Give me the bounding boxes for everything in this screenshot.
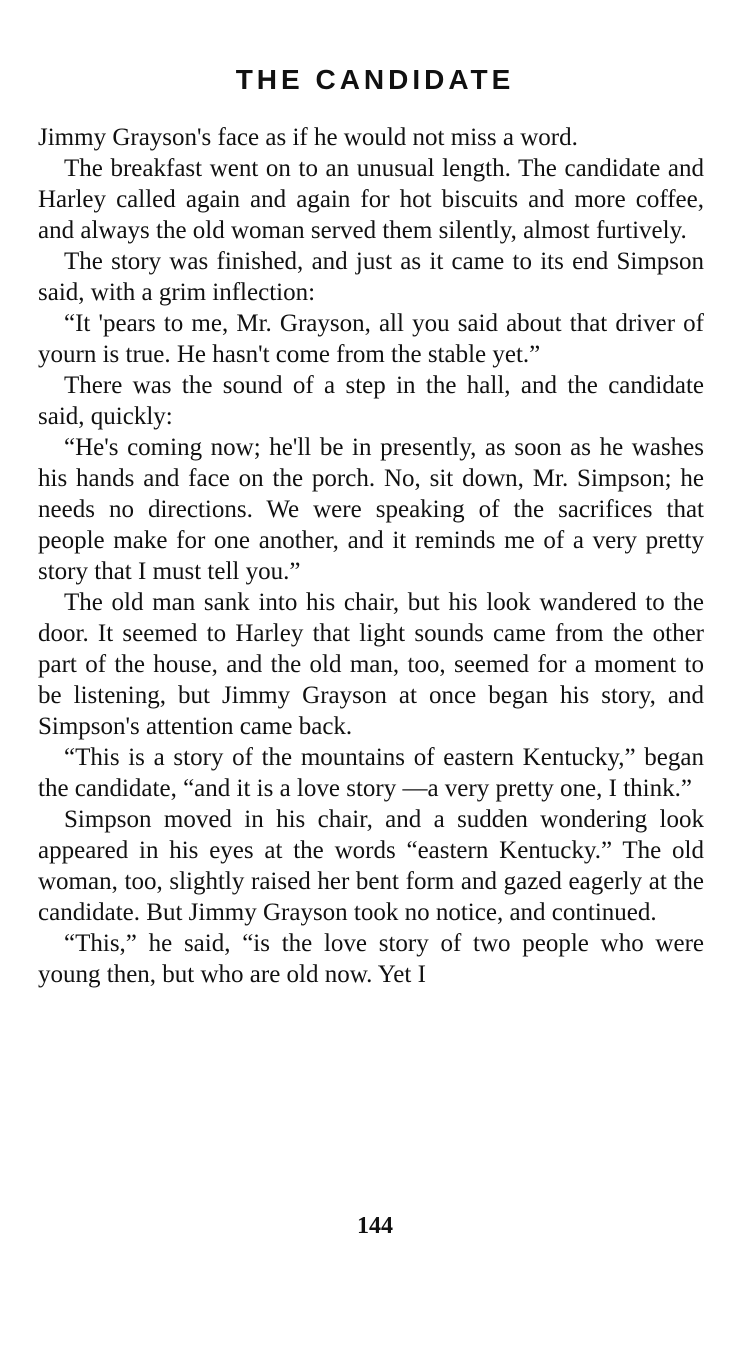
paragraph-10: “This,” he said, “is the love story of two people who were young then, but who are old now. Yet I xyxy=(38,930,704,988)
paragraph-9: Simpson moved in his chair, and a sudden wondering look appeared in his eyes at the words “eastern Kentucky.” The old woman, too, slightly raised her bent form and gazed eagerly at the candidate. But Jimmy Grayson took no notice, and continued. xyxy=(38,806,704,926)
body-text xyxy=(38,122,704,990)
paragraph-4: “It 'pears to me, Mr. Grayson, all you said about that driver of yourn is true. He hasn't come from the stable yet.” xyxy=(38,310,704,368)
paragraph-7: The old man sank into his chair, but his look wandered to the door. It seemed to Harley that light sounds came from the other part of the house, and the old man, too, seemed for a moment to be listening, but Jimmy Grayson at once began his story, and Simpson's attention came back. xyxy=(38,589,704,740)
paragraph-6: “He's coming now; he'll be in presently, as soon as he washes his hands and face on the porch. No, sit down, Mr. Simpson; he needs no directions. We were speaking of the sacrifices that people make for one another, and it reminds me of a very pretty story that I must tell you.” xyxy=(38,434,704,585)
running-head: THE CANDIDATE xyxy=(235,64,515,95)
paragraph-3: The story was finished, and just as it came to its end Simpson said, with a grim inflection: xyxy=(38,248,704,306)
paragraph-1: Jimmy Grayson's face as if he would not miss a word. xyxy=(38,124,578,151)
paragraph-8: “This is a story of the mountains of eastern Kentucky,” began the candidate, “and it is a love story —a very pretty one, I think.” xyxy=(38,744,704,802)
paragraph-2: The breakfast went on to an unusual length. The candidate and Harley called again and again for hot biscuits and more coffee, and always the old woman served them silently, almost furtively. xyxy=(38,155,704,244)
page-number: 144 xyxy=(357,1213,393,1239)
paragraph-5: There was the sound of a step in the hall, and the candidate said, quickly: xyxy=(38,372,704,430)
